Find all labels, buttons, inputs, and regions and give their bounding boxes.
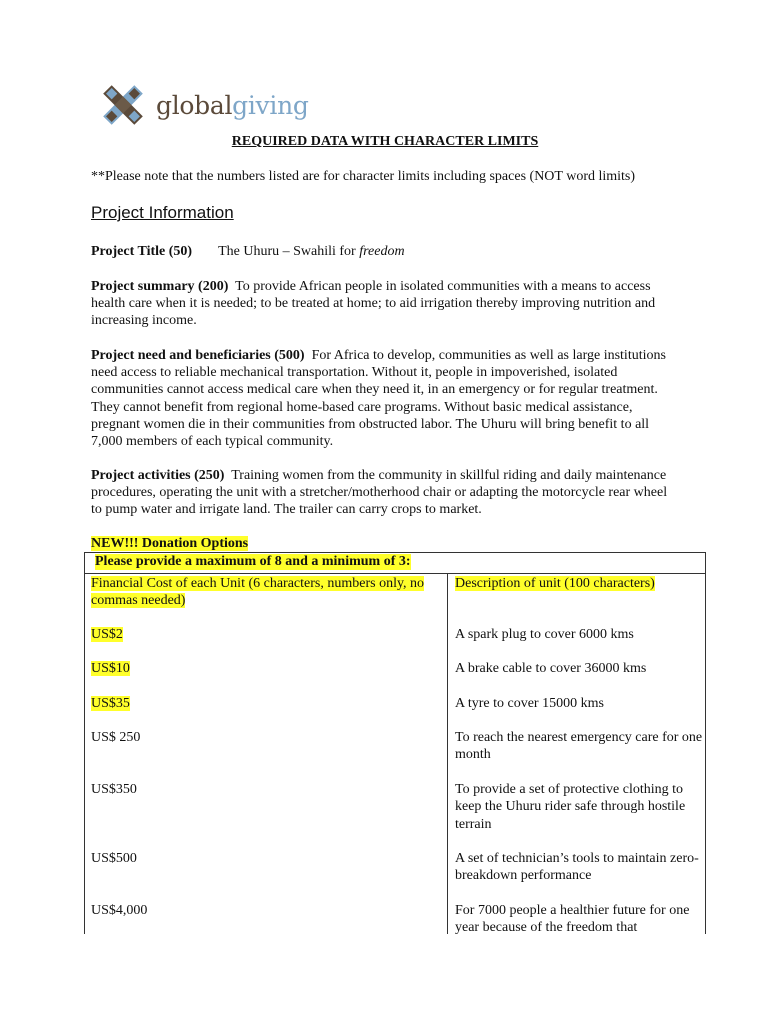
row-description: A set of technician’s tools to maintain zero-breakdown performance (455, 851, 699, 884)
row-description: To reach the nearest emergency care for one month (455, 730, 703, 763)
row-cost: US$35 (91, 696, 130, 711)
project-need-text: For Africa to develop, communities as well as large institutions need access to reliable mechanical transportation. Without it, people in impoverished, isolated communities cannot access medical care when they need it, in an emergency or for regular treatment. They cannot benefit from regional home-based care programs. Without basic medical assistance, pregnant women die in their communities from obstructed labor. The Uhuru will bring benefit to all 7,000 members of each typical community. (91, 348, 666, 450)
project-need-field (91, 347, 676, 450)
project-title-label: Project Title (50) (91, 244, 193, 259)
row-description: A brake cable to cover 36000 kms (455, 661, 647, 676)
row-description: For 7000 people a healthier future for one year because of the freedom that (455, 903, 690, 936)
project-activities-label: Project activities (250) (91, 468, 225, 483)
globalgiving-logo (100, 82, 309, 128)
project-title-value-italic: freedom (359, 244, 405, 259)
project-activities-field (91, 467, 676, 519)
page-title: REQUIRED DATA WITH CHARACTER LIMITS (231, 134, 539, 149)
table-column-divider (447, 573, 448, 934)
row-cost: US$10 (91, 661, 130, 676)
col2-header: Description of unit (100 characters) (455, 576, 655, 591)
row-cost: US$500 (91, 851, 137, 866)
globalgiving-logo-icon (100, 82, 146, 128)
project-summary-text: To provide African people in isolated communities with a means to access health care when it is needed; to be treated at home; to aid irrigation thereby improving nutrition and increasing income. (91, 279, 656, 329)
row-cost: US$350 (91, 782, 137, 797)
donation-options-heading: NEW!!! Donation Options (91, 536, 249, 551)
project-summary-label: Project summary (200) (91, 279, 229, 294)
row-cost: US$2 (91, 627, 123, 642)
project-need-label: Project need and beneficiaries (500) (91, 348, 305, 363)
logo-wordmark: globalgiving (156, 90, 309, 120)
row-cost: US$4,000 (91, 903, 148, 918)
row-description: A tyre to cover 15000 kms (455, 696, 604, 711)
project-summary-field (91, 278, 676, 330)
project-title-field (91, 243, 676, 260)
project-activities-text: Training women from the community in skillful riding and daily maintenance procedures, operating the unit with a stretcher/motherhood chair or adapting the motorcycle rear wheel to pump water and irrigate land. The trailer can carry crops to market. (91, 468, 668, 518)
row-cost: US$ 250 (91, 730, 141, 745)
character-limit-note: **Please note that the numbers listed are for character limits including spaces (NOT word limits) (91, 169, 636, 184)
col1-header: Financial Cost of each Unit (6 characters, numbers only, no commas needed) (91, 576, 425, 609)
section-heading: Project Information (91, 203, 234, 222)
row-description: A spark plug to cover 6000 kms (455, 627, 634, 642)
row-description: To provide a set of protective clothing to keep the Uhuru rider safe through hostile terrain (455, 782, 686, 832)
table-subheading: Please provide a maximum of 8 and a minimum of 3: (85, 553, 705, 574)
donation-options-table (84, 552, 706, 934)
project-title-value: The Uhuru – Swahili for (218, 244, 360, 259)
